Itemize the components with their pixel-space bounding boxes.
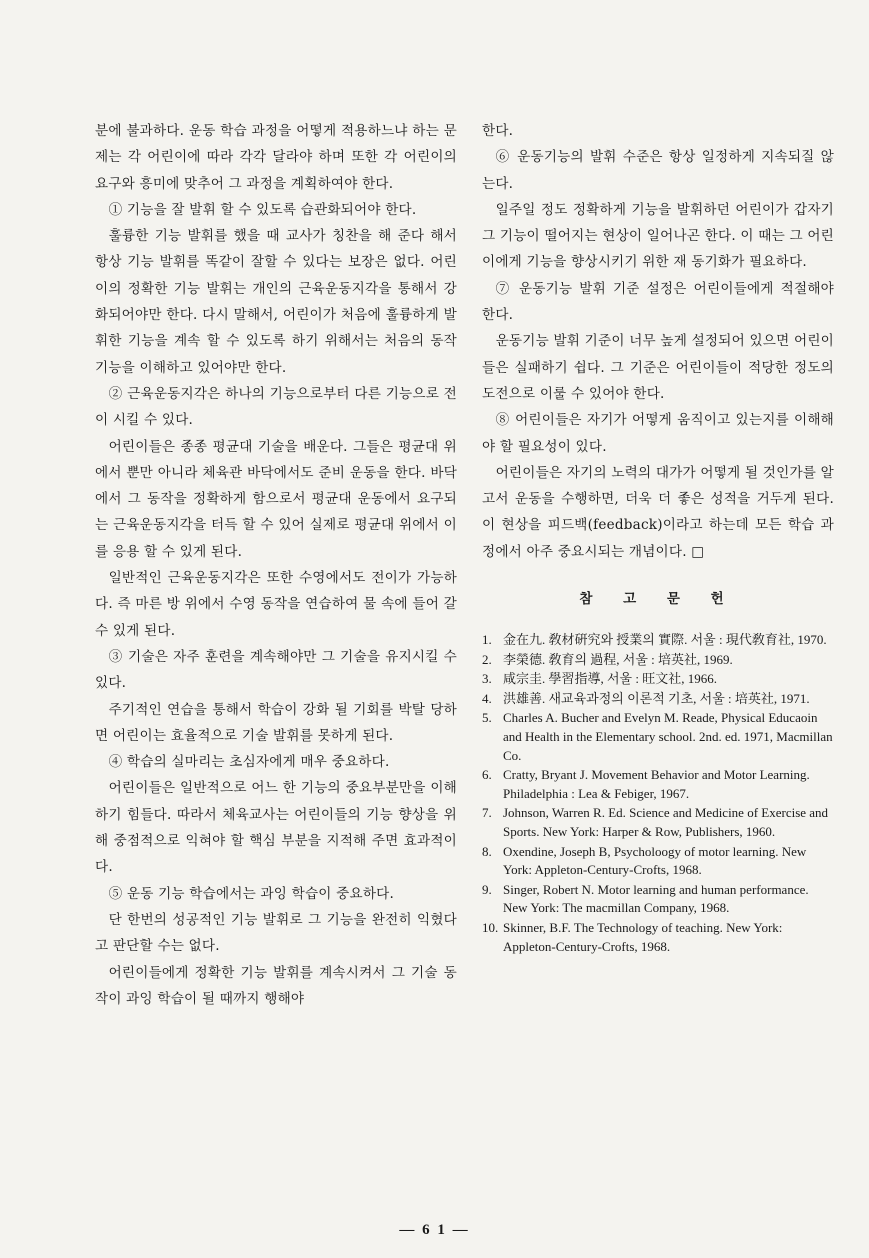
reference-number: 8. bbox=[482, 843, 492, 859]
reference-number: 2. bbox=[482, 651, 492, 667]
reference-text: 咸宗圭. 學習指導, 서울 : 旺文社, 1966. bbox=[503, 671, 717, 687]
paragraph: 어린이들은 종종 평균대 기술을 배운다. 그들은 평균대 위에서 뿐만 아니라 체육관 바닥에서도 준비 운동을 한다. 바닥에서 그 동작을 정확하게 함으로서 평균대 운동에서 요구되는 근육운동지각을 터득 할 수 있어 실제로 평균대 위에서 이를 응용 할 수 있게 된다. bbox=[95, 438, 457, 560]
reference-item bbox=[482, 843, 834, 880]
paragraph: ⑤ 운동 기능 학습에서는 과잉 학습이 중요하다. bbox=[108, 885, 395, 902]
reference-item bbox=[482, 651, 834, 670]
reference-text: Cratty, Bryant J. Movement Behavior and Motor Learning. Philadelphia : Lea & Febiger, 1967. bbox=[503, 767, 810, 801]
paragraph: 주기적인 연습을 통해서 학습이 강화 될 기회를 박탈 당하면 어린이는 효율적으로 기술 발휘를 못하게 된다. bbox=[95, 701, 457, 744]
reference-item bbox=[482, 804, 834, 841]
paragraph: 분에 불과하다. 운동 학습 과정을 어떻게 적용하느냐 하는 문제는 각 어린이에 따라 각각 달라야 하며 또한 각 어린이의 요구와 흥미에 맞추어 그 과정을 계획하여야 한다. bbox=[95, 123, 457, 192]
paragraph: ② 근육운동지각은 하나의 기능으로부터 다른 기능으로 전이 시킬 수 있다. bbox=[95, 385, 457, 429]
reference-item bbox=[482, 631, 834, 650]
paragraph: 일반적인 근육운동지각은 또한 수영에서도 전이가 가능하다. 즉 마른 방 위에서 수영 동작을 연습하여 물 속에 들어 갈 수 있게 된다. bbox=[95, 570, 457, 639]
reference-item bbox=[482, 919, 834, 956]
left-column bbox=[95, 118, 457, 1012]
paragraph: 단 한번의 성공적인 기능 발휘로 그 기능을 완전히 익혔다고 판단할 수는 없다. bbox=[95, 911, 457, 955]
right-body-text bbox=[482, 118, 834, 565]
reference-number: 4. bbox=[482, 690, 492, 706]
reference-text: Skinner, B.F. The Technology of teaching. New York: Appleton-Century-Crofts, 1968. bbox=[503, 919, 783, 954]
reference-text: 金在九. 敎材硏究와 授業의 實際. 서울 : 現代敎育社, 1970. bbox=[503, 632, 827, 648]
reference-text: 洪雄善. 새교육과정의 이론적 기초, 서울 : 培英社, 1971. bbox=[503, 690, 810, 706]
reference-number: 6. bbox=[482, 767, 492, 783]
reference-number: 7. bbox=[482, 805, 492, 821]
reference-text: 李榮德. 敎育의 過程, 서울 : 培英社, 1969. bbox=[503, 651, 733, 667]
paragraph: 훌륭한 기능 발휘를 했을 때 교사가 칭찬을 해 준다 해서 항상 기능 발휘를 똑같이 잘할 수 있다는 보장은 없다. 어린이의 정확한 기능 발휘는 개인의 근육운동지각을 통해서 강화되어야만 한다. 다시 말해서, 어린이가 처음에 훌륭하게 발휘한 기능을 계속 할 수 있도록 하기 위해서는 처음의 동작 기능을 이해하고 있어야만 한다. bbox=[95, 228, 457, 376]
paragraph: ⑥ 운동기능의 발휘 수준은 항상 일정하게 지속되질 않는다. bbox=[482, 149, 834, 192]
page-number: — 6 1 — bbox=[399, 1222, 470, 1238]
paragraph: ④ 학습의 실마리는 초심자에게 매우 중요하다. bbox=[108, 754, 390, 771]
reference-number: 1. bbox=[482, 632, 492, 648]
reference-number: 5. bbox=[482, 710, 492, 726]
reference-item bbox=[482, 670, 834, 689]
reference-text: Charles A. Bucher and Evelyn M. Reade, Physical Educaoin and Health in the Elementary school. 2nd. ed. 1971, Macmillan Co. bbox=[503, 710, 833, 763]
paragraph: ① 기능을 잘 발휘 할 수 있도록 습관화되어야 한다. bbox=[108, 201, 417, 218]
paragraph: ③ 기술은 자주 훈련을 계속해야만 그 기술을 유지시킬 수 있다. bbox=[95, 648, 457, 692]
right-column bbox=[482, 118, 834, 957]
reference-number: 9. bbox=[482, 881, 492, 897]
paragraph: 어린이들은 자기의 노력의 대가가 어떻게 될 것인가를 알고서 운동을 수행하면, 더욱 더 좋은 성적을 거두게 된다. 이 현상을 피드백(feedback)이라고 하는데 모든 학습 과정에서 아주 중요시되는 개념이다. □ bbox=[482, 464, 834, 560]
paragraph: 어린이들은 일반적으로 어느 한 기능의 중요부분만을 이해하기 힘들다. 따라서 체육교사는 어린이들의 기능 향상을 위해 중점적으로 익혀야 할 핵심 부분을 지적해 주면 효과적이다. bbox=[95, 780, 457, 876]
reference-number: 10. bbox=[482, 919, 499, 935]
paragraph: 일주일 정도 정확하게 기능을 발휘하던 어린이가 갑자기 그 기능이 떨어지는 현상이 일어나곤 한다. 이 때는 그 어린이에게 기능을 향상시키기 위한 재 동기화가 필요하다. bbox=[482, 201, 834, 271]
references-list bbox=[482, 631, 834, 956]
references-heading: 참 고 문 헌 bbox=[579, 591, 737, 608]
reference-text: Singer, Robert N. Motor learning and human performance. New York: The macmillan Company, 1968. bbox=[503, 881, 809, 916]
paragraph: 어린이들에게 정확한 기능 발휘를 계속시켜서 그 기술 동작이 과잉 학습이 될 때까지 행해야 bbox=[95, 964, 457, 1007]
reference-item bbox=[482, 881, 834, 918]
reference-text: Johnson, Warren R. Ed. Science and Medicine of Exercise and Sports. New York: Harper & Row, Publishers, 1960. bbox=[503, 805, 829, 839]
paragraph: 운동기능 발휘 기준이 너무 높게 설정되어 있으면 어린이들은 실패하기 쉽다. 그 기준은 어린이들이 적당한 정도의 도전으로 이룰 수 있어야 한다. bbox=[482, 333, 834, 402]
paragraph: 한다. bbox=[482, 123, 514, 139]
reference-text: Oxendine, Joseph B, Psycholoogy of motor learning. New York: Appleton-Century-Crofts, 1968. bbox=[503, 843, 807, 878]
reference-number: 3. bbox=[482, 671, 492, 687]
reference-item bbox=[482, 709, 834, 765]
reference-item bbox=[482, 766, 834, 803]
reference-item bbox=[482, 690, 834, 709]
paragraph: ⑦ 운동기능 발휘 기준 설정은 어린이들에게 적절해야 한다. bbox=[482, 280, 834, 324]
paragraph: ⑧ 어린이들은 자기가 어떻게 움직이고 있는지를 이해해야 할 필요성이 있다. bbox=[482, 412, 834, 455]
